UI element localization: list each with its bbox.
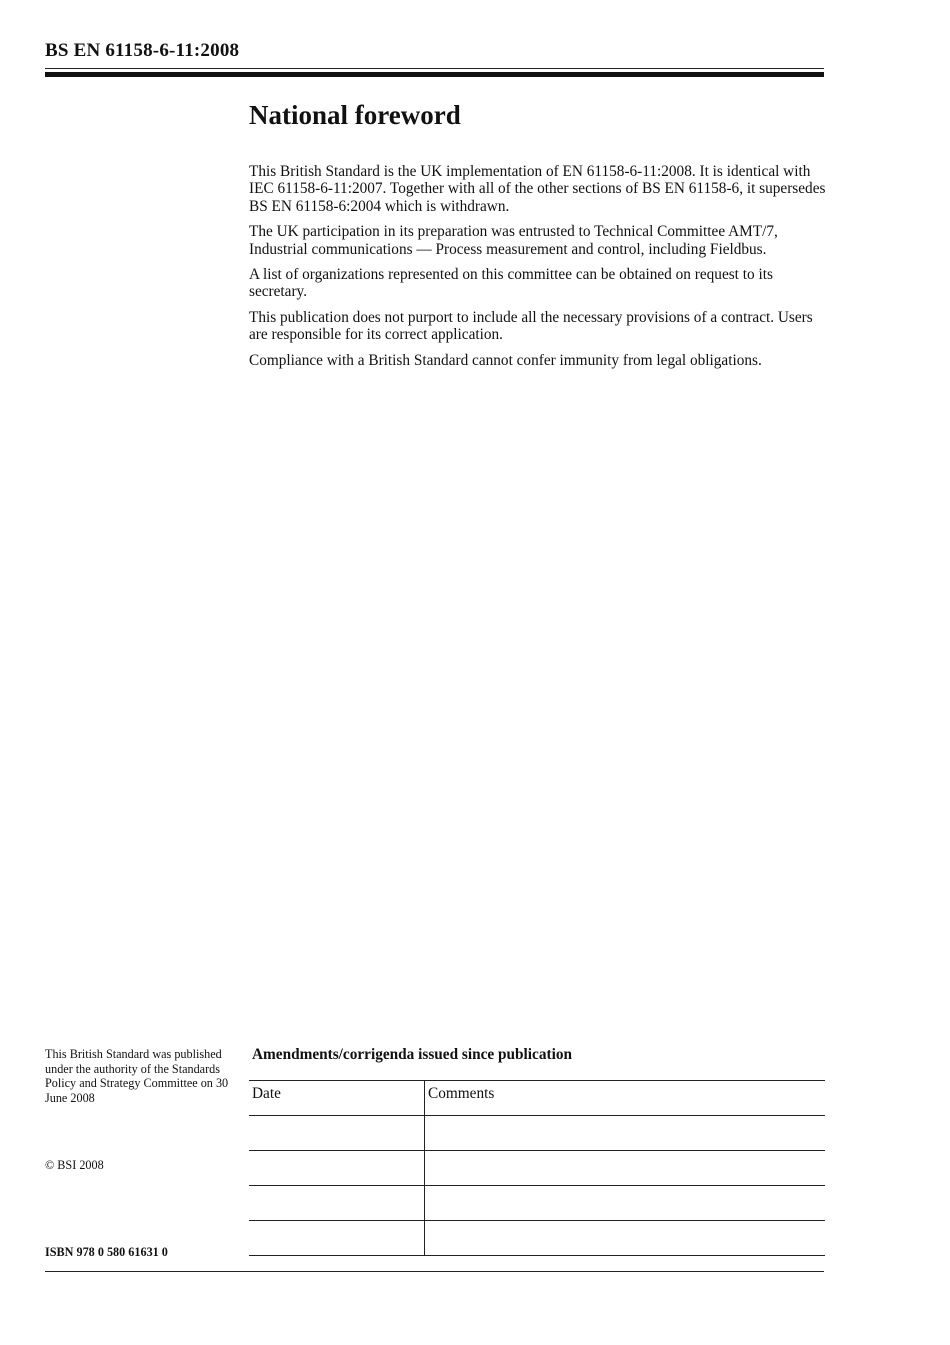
publication-sidebar — [45, 1047, 235, 1259]
date-cell — [249, 1116, 425, 1151]
table-row — [249, 1151, 825, 1186]
document-id: BS EN 61158-6-11:2008 — [45, 40, 240, 61]
foreword-body — [249, 163, 829, 377]
table-header-row — [249, 1081, 825, 1116]
amendments-title: Amendments/corrigenda issued since publication — [252, 1046, 572, 1063]
comments-cell — [425, 1116, 826, 1151]
page-title: National foreword — [249, 100, 461, 130]
table-row — [249, 1186, 825, 1221]
footer-rule — [45, 1271, 824, 1272]
paragraph: This publication does not purport to include all the necessary provisions of a contract. Users are responsible for its correct application. — [249, 308, 813, 344]
table-row — [249, 1221, 825, 1256]
column-header-date: Date — [249, 1081, 425, 1116]
publication-note: This British Standard was published under the authority of the Standards Policy and Strategy Committee on 30 June 2008 — [45, 1047, 229, 1105]
header-thin-rule — [45, 68, 824, 69]
date-cell — [249, 1151, 425, 1186]
paragraph: This British Standard is the UK implementation of EN 61158-6-11:2008. It is identical with IEC 61158-6-11:2007. Together with all of the other sections of BS EN 61158-6, it supersedes BS EN 61158-6:2004 which is withdrawn. — [249, 163, 826, 215]
comments-cell — [425, 1151, 826, 1186]
comments-cell — [425, 1221, 826, 1256]
date-cell — [249, 1221, 425, 1256]
paragraph: Compliance with a British Standard cannot confer immunity from legal obligations. — [249, 351, 762, 369]
table-row — [249, 1116, 825, 1151]
isbn: ISBN 978 0 580 61631 0 — [45, 1245, 168, 1259]
header-thick-rule — [45, 72, 824, 77]
comments-cell — [425, 1186, 826, 1221]
amendments-table — [249, 1080, 825, 1256]
copyright-notice: © BSI 2008 — [45, 1158, 104, 1172]
column-header-comments: Comments — [425, 1081, 826, 1116]
paragraph: A list of organizations represented on this committee can be obtained on request to its secretary. — [249, 266, 773, 301]
paragraph: The UK participation in its preparation was entrusted to Technical Committee AMT/7, Industrial communications — Process measurement and control, including Fieldbus. — [249, 223, 778, 258]
date-cell — [249, 1186, 425, 1221]
